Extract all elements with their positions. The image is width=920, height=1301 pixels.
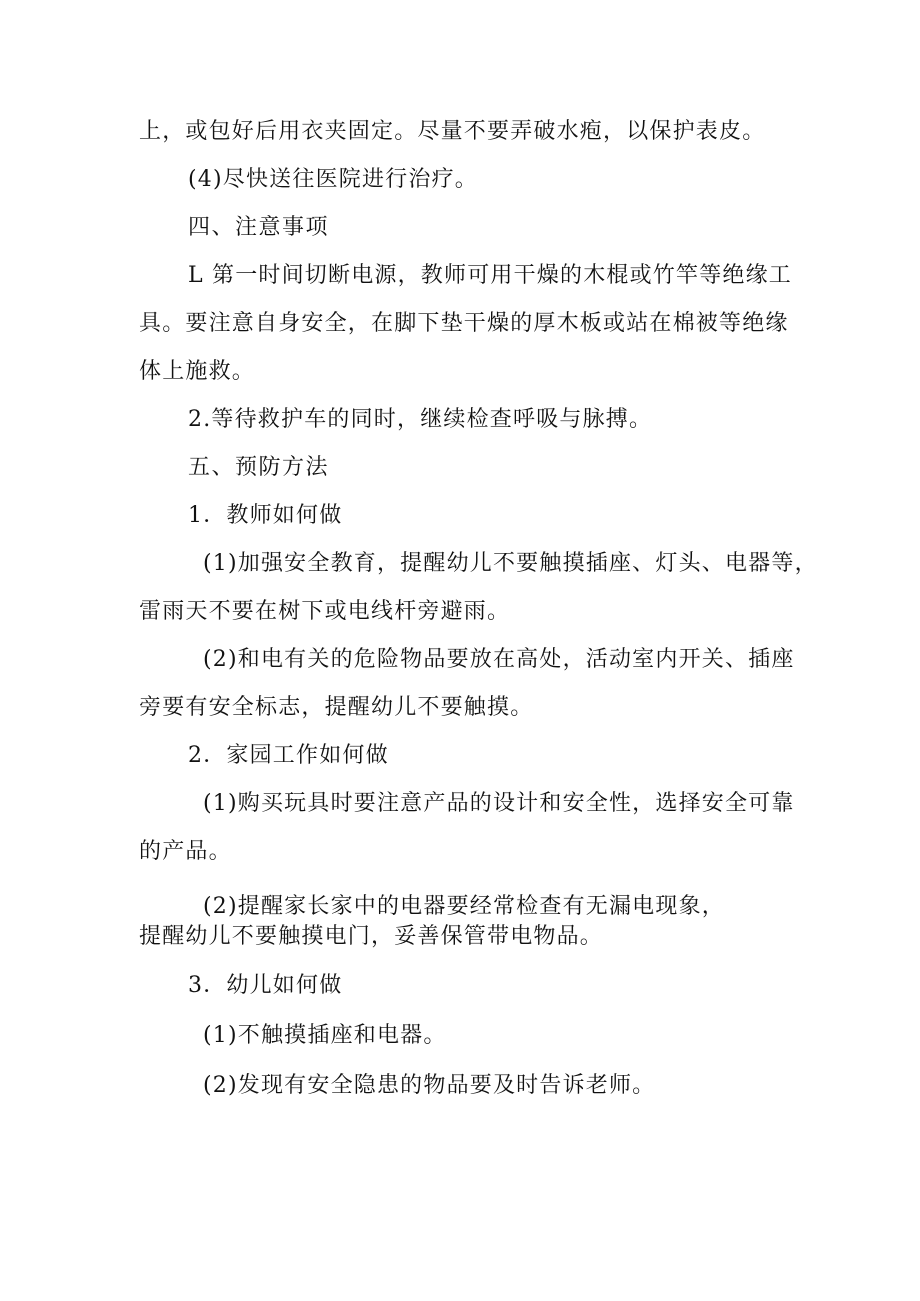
paragraph-line: (1)不触摸插座和电器。	[203, 1023, 447, 1048]
paragraph-line: (2)和电有关的危险物品要放在高处，活动室内开关、插座	[203, 647, 795, 672]
paragraph-line: (4)尽快送往医院进行治疗。	[188, 167, 478, 192]
paragraph-line: 体上施救。	[139, 359, 256, 384]
paragraph-line: 具。要注意自身安全，在脚下垫干燥的厚木板或站在棉被等绝缘	[139, 311, 789, 336]
paragraph-line: (2)发现有安全隐患的物品要及时告诉老师。	[203, 1073, 656, 1098]
subsection-heading: 1．教师如何做	[188, 503, 343, 528]
paragraph-line: (2)提醒家长家中的电器要经常检查有无漏电现象，	[203, 894, 725, 919]
paragraph-line: 的产品。	[139, 839, 232, 864]
paragraph-line: (1)购买玩具时要注意产品的设计和安全性，选择安全可靠	[203, 791, 795, 816]
paragraph-line: L 第一时间切断电源，教师可用干燥的木棍或竹竿等绝缘工	[188, 263, 793, 288]
subsection-heading: 2．家园工作如何做	[188, 743, 389, 768]
paragraph-line: 雷雨天不要在树下或电线杆旁避雨。	[139, 599, 511, 624]
section-heading: 五、预防方法	[188, 455, 330, 480]
paragraph-line: 2.等待救护车的同时，继续检查呼吸与脉搏。	[188, 407, 653, 432]
paragraph-line: 上，或包好后用衣夹固定。尽量不要弄破水疱，以保护表皮。	[139, 119, 766, 144]
paragraph-line: 旁要有安全标志，提醒幼儿不要触摸。	[139, 695, 534, 720]
subsection-heading: 3．幼儿如何做	[188, 973, 343, 998]
paragraph-line: (1)加强安全教育，提醒幼儿不要触摸插座、灯头、电器等，	[203, 551, 818, 576]
paragraph-line: 提醒幼儿不要触摸电门，妥善保管带电物品。	[139, 924, 604, 949]
section-heading: 四、注意事项	[188, 215, 330, 240]
